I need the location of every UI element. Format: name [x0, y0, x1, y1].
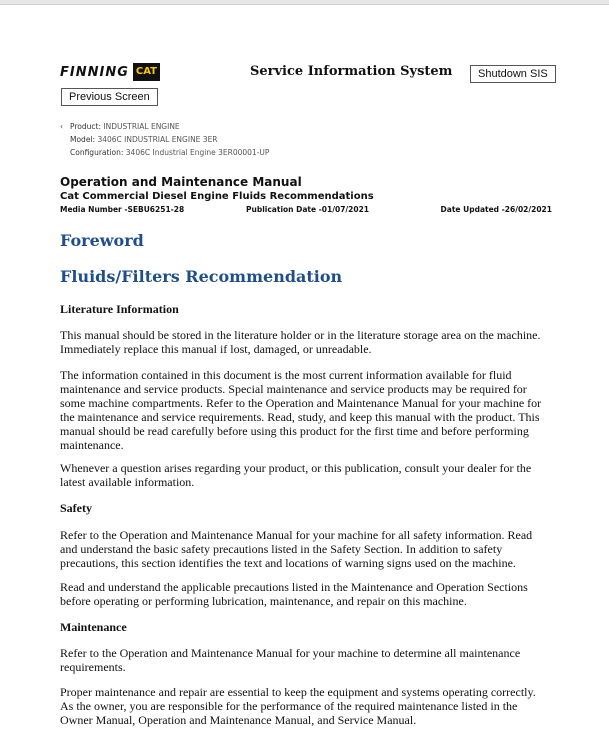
- maintenance-paragraph-1: Refer to the Operation and Maintenance Manual for your machine to determine all maintenance requirements.: [60, 646, 521, 674]
- literature-paragraph-3: Whenever a question arises regarding your product, or this publication, consult your dealer for the latest available information.: [60, 461, 532, 489]
- foreword-heading: Foreword: [60, 231, 144, 250]
- model-row: [60, 133, 269, 146]
- product-info: [60, 120, 269, 159]
- maintenance-heading: Maintenance: [60, 620, 127, 634]
- cat-badge: CAT: [133, 63, 160, 81]
- literature-paragraph-1: This manual should be stored in the literature holder or in the literature storage area on the machine. Immediately replace this manual if lost, damaged, or unreadable.: [60, 328, 541, 356]
- previous-screen-button[interactable]: Previous Screen: [61, 88, 158, 106]
- configuration-value: 3406C Industrial Engine 3ER00001-UP: [125, 148, 270, 157]
- page-title: Service Information System: [250, 64, 453, 79]
- product-row: [60, 120, 269, 133]
- fluids-filters-heading: Fluids/Filters Recommendation: [60, 267, 343, 286]
- safety-paragraph-1: Refer to the Operation and Maintenance Manual for your machine for all safety information. Read and understand the basic safety precautions listed in the Safety Section. In addition to safety precautions, this section identifies the text and locations of warning signs used on the machine.: [60, 528, 533, 570]
- publication-date: Publication Date -01/07/2021: [246, 205, 370, 214]
- product-label: Product:: [70, 122, 102, 131]
- shutdown-sis-button[interactable]: Shutdown SIS: [470, 65, 556, 83]
- literature-paragraph-2: The information contained in this document is the most current information available for fluid maintenance and service products. Special maintenance and service products may be required for some machine compartments. Refer to the Operation and Maintenance Manual for your machine for the maintenance and service requirements. Read, study, and keep this manual with the product. This manual should be read carefully before using this product for the first time and before performing maintenance.: [60, 368, 542, 452]
- manual-subtitle: Cat Commercial Diesel Engine Fluids Recommendations: [60, 191, 374, 202]
- top-bar: [0, 0, 609, 5]
- logo-text: FINNING: [60, 64, 129, 80]
- maintenance-paragraph-2: Proper maintenance and repair are essential to keep the equipment and systems operating correctly. As the owner, you are responsible for the performance of the required maintenance listed in the Owner Manual, Operation and Maintenance Manual, and Service Manual.: [60, 685, 536, 727]
- product-value: INDUSTRIAL ENGINE: [103, 122, 180, 131]
- manual-title: Operation and Maintenance Manual: [60, 175, 302, 189]
- manual-header: [60, 175, 552, 216]
- configuration-label: Configuration:: [70, 148, 124, 157]
- configuration-row: [60, 146, 269, 159]
- finning-cat-logo: [60, 62, 160, 82]
- literature-heading: Literature Information: [60, 302, 179, 316]
- safety-heading: Safety: [60, 501, 92, 515]
- manual-meta: [60, 204, 552, 216]
- media-number: Media Number -SEBU6251-28: [60, 205, 185, 214]
- model-label: Model:: [70, 135, 96, 144]
- safety-paragraph-2: Read and understand the applicable precautions listed in the Maintenance and Operation Sections before operating or performing lubrication, maintenance, and repair on this machine.: [60, 580, 528, 608]
- date-updated: Date Updated -26/02/2021: [440, 205, 552, 214]
- chevron-left-icon[interactable]: ‹: [60, 122, 63, 131]
- model-value: 3406C INDUSTRIAL ENGINE 3ER: [97, 135, 218, 144]
